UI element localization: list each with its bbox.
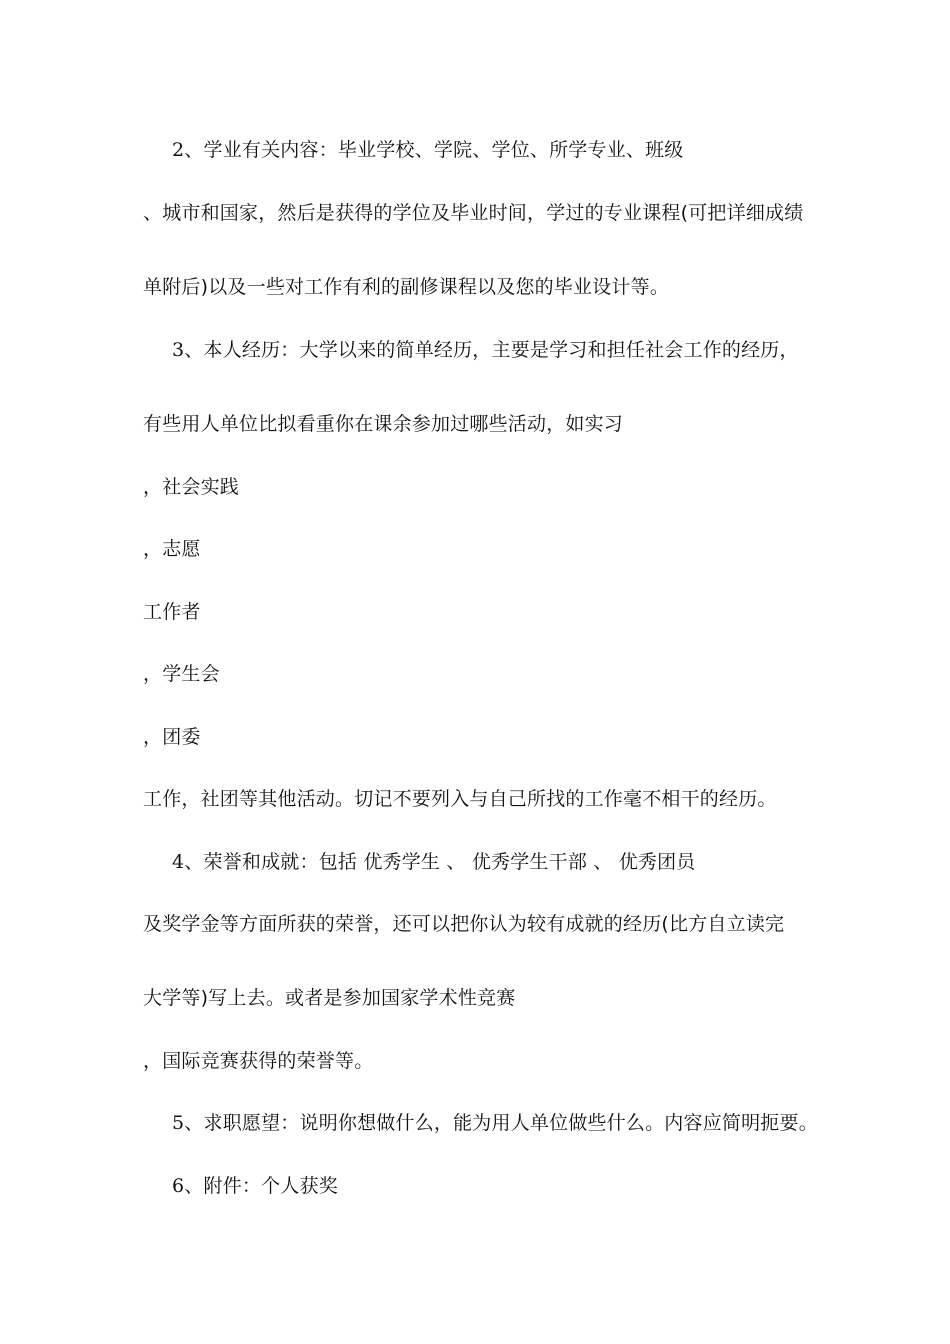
line-text: ，志愿	[143, 538, 201, 560]
item-3-line-1	[172, 338, 799, 362]
item-3-line-5	[143, 600, 201, 624]
line-text: 工作，社团等其他活动。切记不要列入与自己所找的工作毫不相干的经历。	[143, 788, 777, 810]
line-text: 、求职愿望：说明你想做什么，能为用人单位做些什么。内容应简明扼要。	[184, 1112, 818, 1134]
item-4-line-4	[143, 1049, 373, 1073]
line-text: 、学业有关内容：毕业学校、学院、学位、所学专业、班级	[184, 139, 684, 161]
line-text: 工作者	[143, 601, 201, 623]
line-text: 、城市和国家，然后是获得的学位及毕业时间，学过的专业课程(可把详细成绩	[143, 202, 804, 224]
line-text: 大学等)写上去。或者是参加国家学术性竞赛	[143, 987, 516, 1009]
line-text: 及奖学金等方面所获的荣誉，还可以把你认为较有成就的经历(比方自立读完	[143, 913, 785, 935]
item-3-line-7	[143, 725, 201, 749]
item-3-line-3	[143, 475, 239, 499]
item-3-line-8	[143, 787, 777, 811]
item-number: 3	[172, 339, 185, 361]
line-text: ，团委	[143, 726, 201, 748]
item-2-line-2	[143, 201, 803, 225]
item-4-line-2	[143, 912, 784, 936]
line-text: 单附后)以及一些对工作有利的副修课程以及您的毕业设计等。	[143, 276, 670, 298]
item-number: 5	[172, 1112, 185, 1134]
line-text: 、本人经历：大学以来的简单经历，主要是学习和担任社会工作的经历，	[184, 339, 799, 361]
item-2-line-3	[143, 275, 669, 299]
line-text: 、附件：个人获奖	[184, 1175, 338, 1197]
item-4-line-3	[143, 986, 515, 1010]
item-3-line-6	[143, 662, 220, 686]
item-3-line-4	[143, 537, 201, 561]
line-text: 有些用人单位比拟看重你在课余参加过哪些活动，如实习	[143, 413, 624, 435]
item-4-line-1	[172, 850, 696, 874]
item-5-line-1	[172, 1111, 818, 1135]
line-text: ，国际竞赛获得的荣誉等。	[143, 1050, 374, 1072]
item-3-line-2	[143, 412, 623, 436]
item-number: 2	[172, 139, 185, 161]
item-2-line-1	[172, 138, 684, 162]
item-number: 6	[172, 1175, 185, 1197]
item-number: 4	[172, 851, 185, 873]
line-text: ，社会实践	[143, 476, 240, 498]
line-text: ，学生会	[143, 663, 220, 685]
line-text: 、荣誉和成就：包括 优秀学生 、 优秀学生干部 、 优秀团员	[184, 851, 696, 873]
item-6-line-1	[172, 1174, 338, 1198]
